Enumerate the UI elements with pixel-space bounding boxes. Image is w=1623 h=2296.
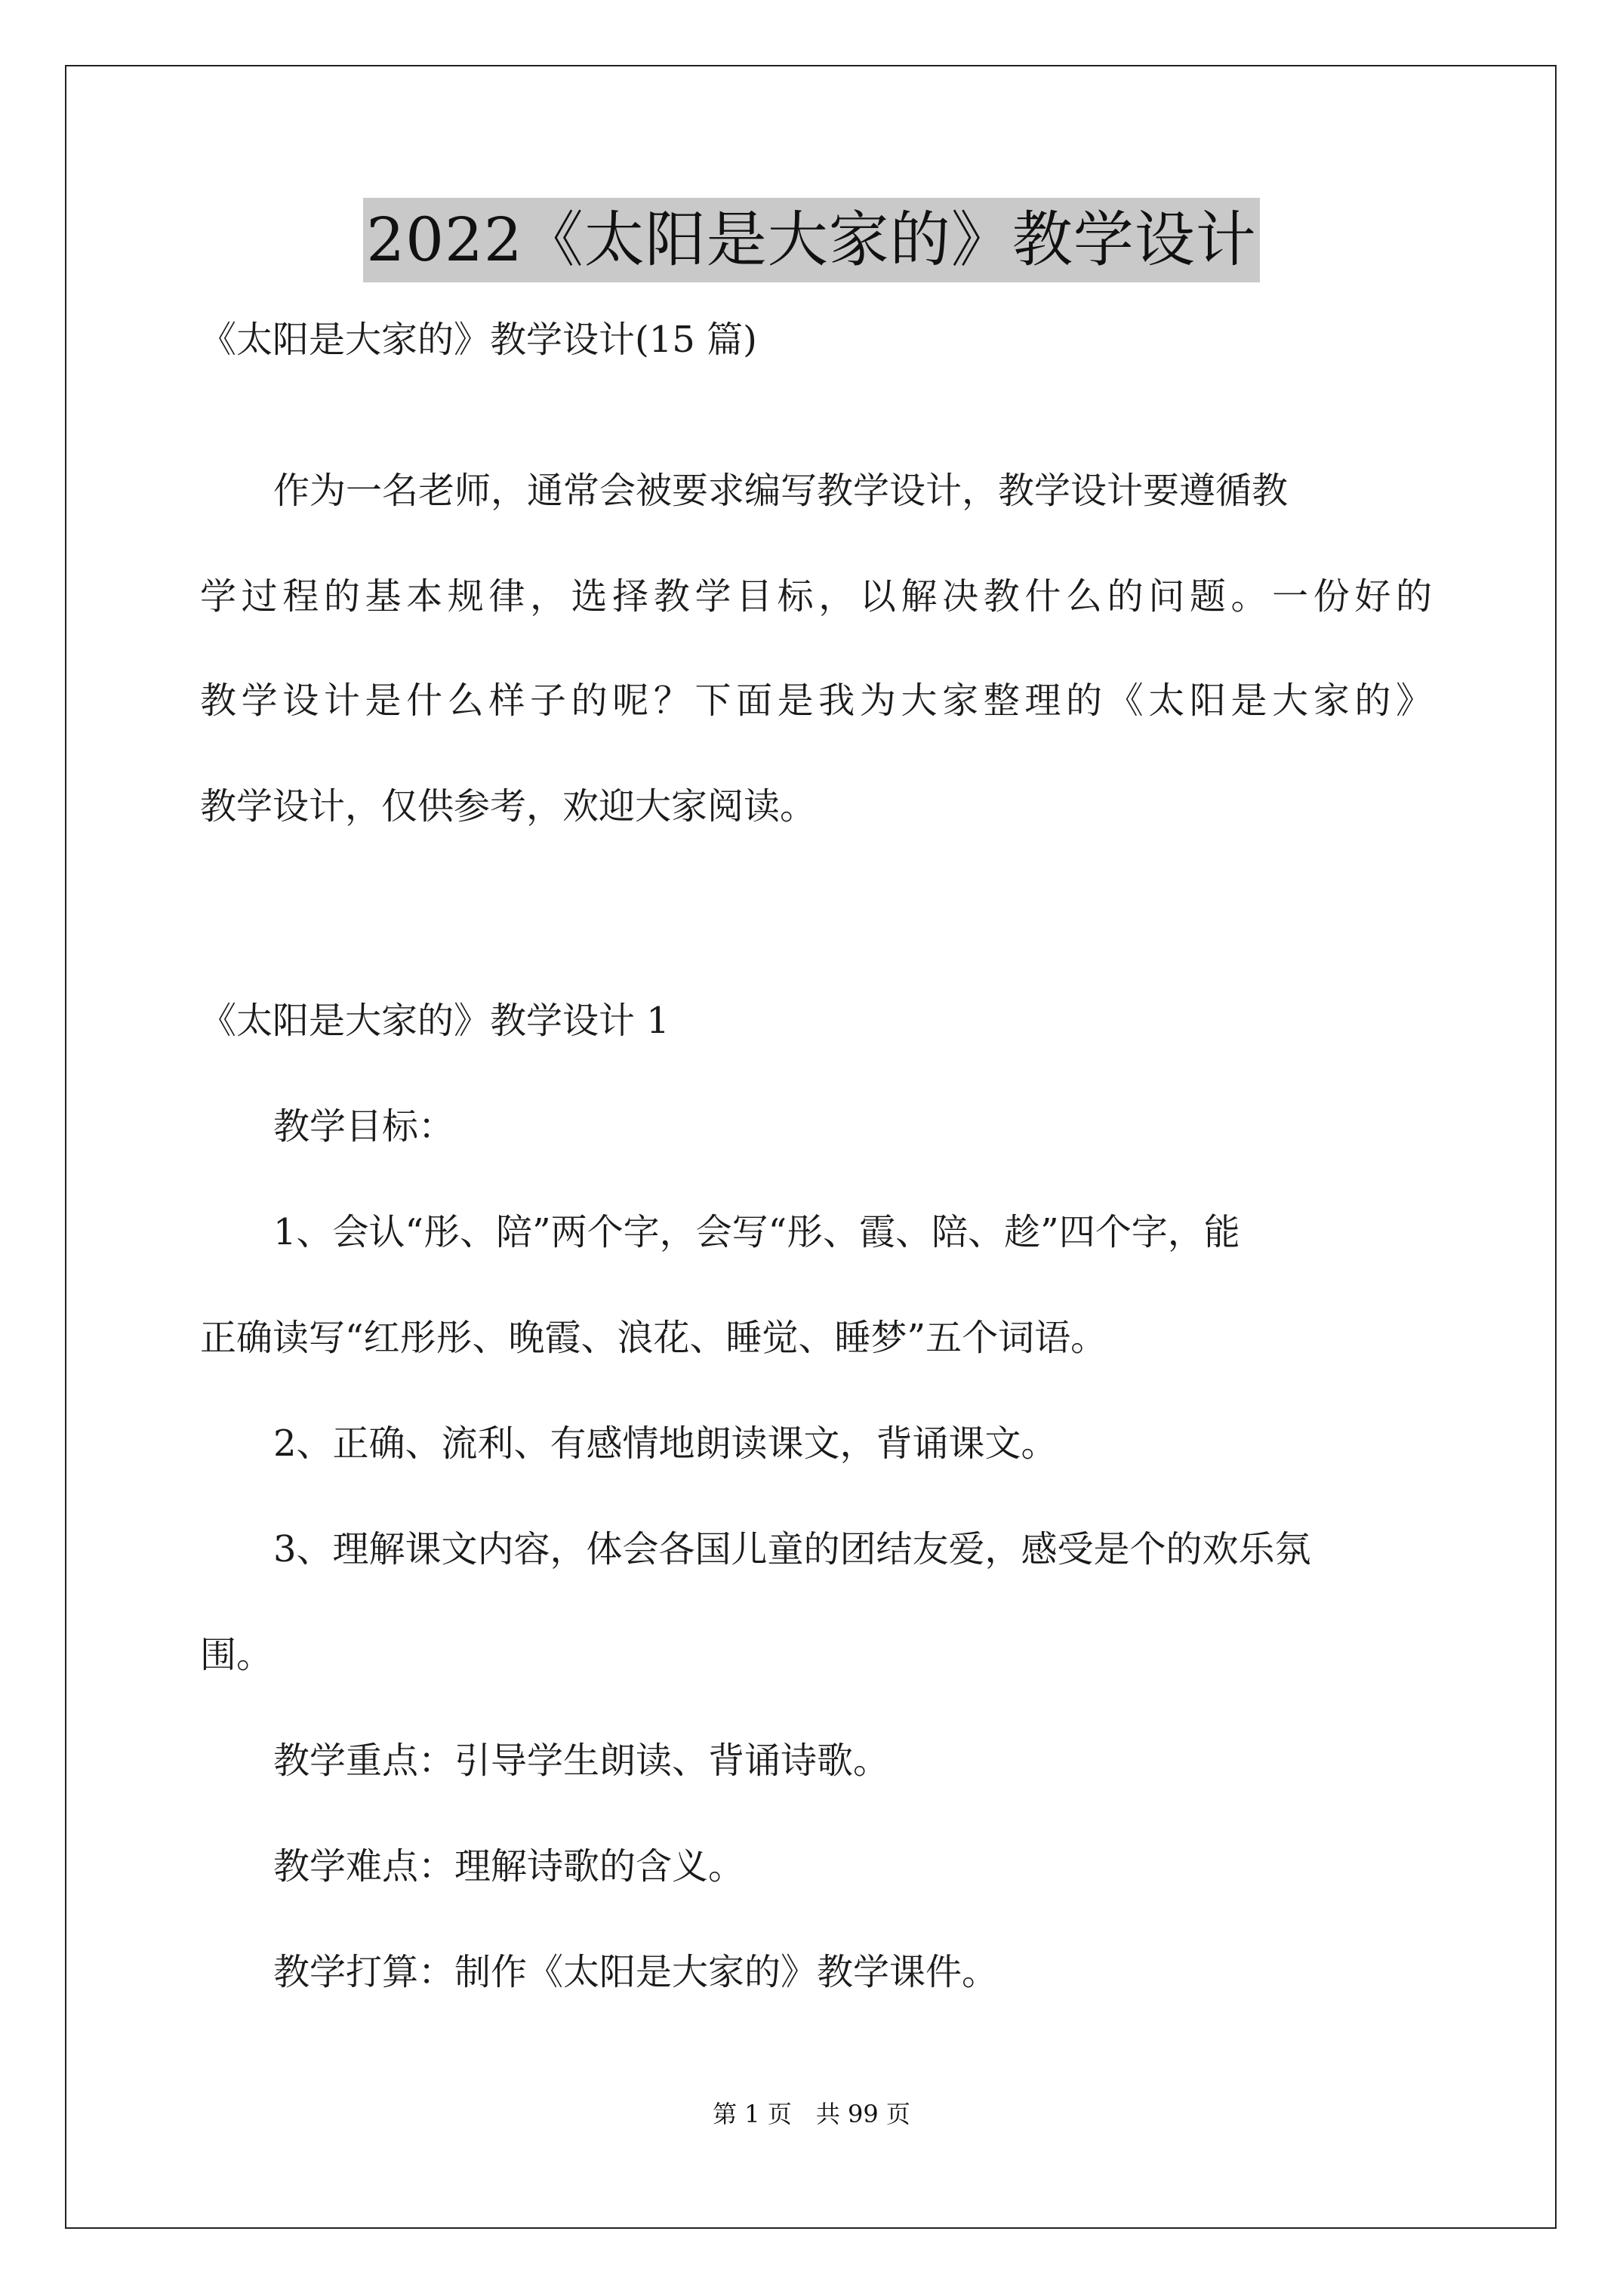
intro-line-3: 教学设计是什么样子的呢？下面是我为大家整理的《太阳是大家的》 bbox=[200, 680, 1432, 722]
objective-2: 2、正确、流利、有感情地朗读课文，背诵课文。 bbox=[273, 1422, 1058, 1465]
teaching-difficulty: 教学难点：理解诗歌的含义。 bbox=[273, 1845, 745, 1888]
objective-3-line-1: 3、理解课文内容，体会各国儿童的团结友爱，感受是个的欢乐氛 bbox=[273, 1528, 1311, 1570]
objective-1-line-2: 正确读写“红彤彤、晚霞、浪花、睡觉、睡梦”五个词语。 bbox=[200, 1317, 1107, 1359]
objective-1-line-1: 1、会认“彤、陪”两个字，会写“彤、霞、陪、趁”四个字，能 bbox=[273, 1211, 1240, 1253]
intro-line-4: 教学设计，仅供参考，欢迎大家阅读。 bbox=[200, 785, 817, 827]
objective-3-line-2: 围。 bbox=[200, 1634, 273, 1676]
page-number-footer: 第 1 页 共 99 页 bbox=[713, 2100, 910, 2128]
intro-line-1: 作为一名老师，通常会被要求编写教学设计，教学设计要遵循教 bbox=[273, 470, 1289, 512]
document-title: 2022《太阳是大家的》教学设计 bbox=[363, 198, 1260, 282]
title-container bbox=[0, 198, 1623, 282]
section-heading: 《太阳是大家的》教学设计 1 bbox=[200, 1000, 670, 1042]
objectives-label: 教学目标： bbox=[273, 1105, 455, 1148]
intro-line-2: 学过程的基本规律，选择教学目标，以解决教什么的问题。一份好的 bbox=[200, 575, 1432, 618]
teaching-focus: 教学重点：引导学生朗读、背诵诗歌。 bbox=[273, 1740, 890, 1782]
subtitle-line: 《太阳是大家的》教学设计(15 篇) bbox=[200, 319, 757, 361]
teaching-preparation: 教学打算：制作《太阳是大家的》教学课件。 bbox=[273, 1951, 999, 1993]
